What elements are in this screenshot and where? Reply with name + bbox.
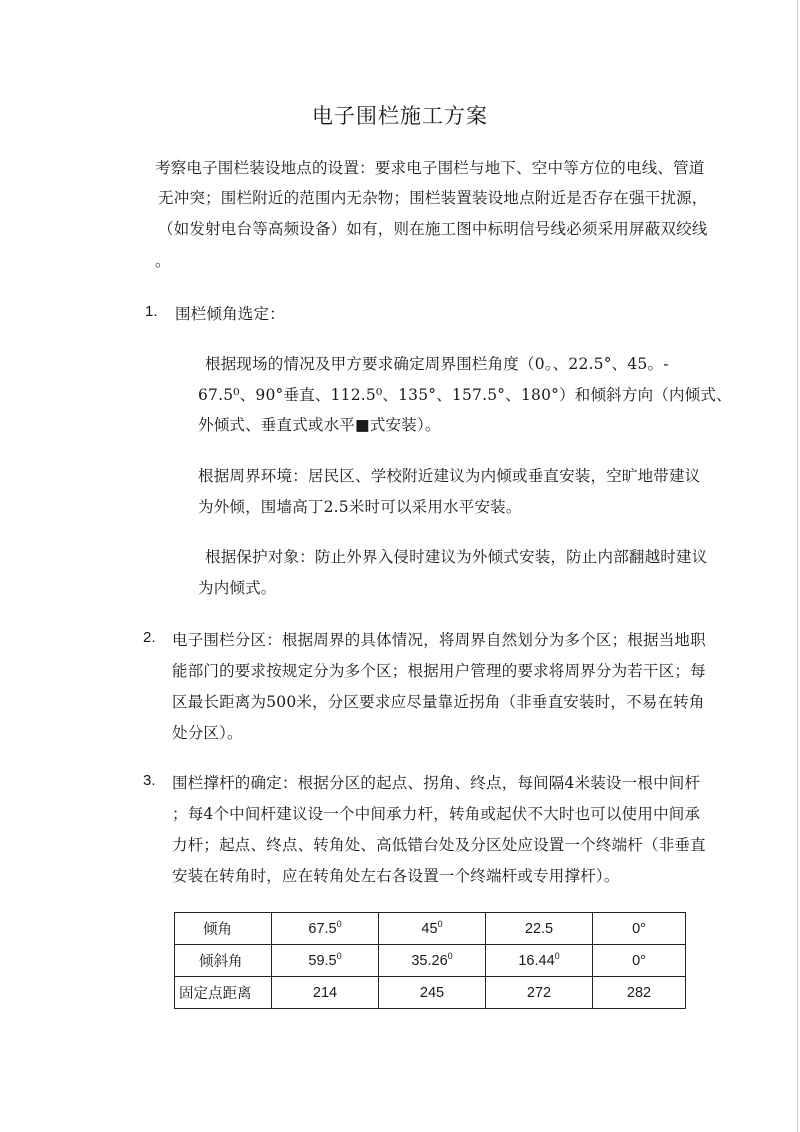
section1-para1-line: 根据现场的情况及甲方要求确定周界围栏角度（0。、22.5°、45。-: [205, 355, 669, 373]
section1-para1-line: 67.5⁰、90°垂直、112.5⁰、135°、157.5°、180°）和倾斜方向（内倾式、: [198, 386, 732, 404]
section1-para3-line: 为内倾式。: [198, 579, 277, 597]
table-cell: 22.5: [486, 913, 593, 945]
section-heading: 围栏倾角选定：: [175, 305, 285, 323]
intro-line: （如发射电台等高频设备）如有，则在施工图中标明信号线必须采用屏蔽双绞线: [158, 220, 708, 238]
section2-line: 处分区）。: [172, 724, 243, 742]
document-title: 电子围栏施工方案: [312, 104, 488, 128]
section2-line: 能部门的要求按规定分为多个区；根据用户管理的要求将周界分为若干区；每: [172, 662, 706, 680]
section-number: 3.: [143, 772, 156, 789]
section1-para1-line: 外倾式、垂直式或水平■式安装）。: [198, 416, 441, 434]
table-cell: 16.44$^0$: [486, 945, 593, 977]
table-cell: 35.26$^0$: [379, 945, 486, 977]
table-cell: 0°: [593, 913, 686, 945]
table-row: [175, 913, 686, 945]
section2-line: 电子围栏分区：根据周界的具体情况，将周界自然划分为多个区；根据当地职: [172, 631, 706, 649]
section3-line: 围栏撑杆的确定：根据分区的起点、拐角、终点，每间隔4米装设一根中间杆: [172, 774, 701, 792]
table-cell: 59.5$^0$: [272, 945, 379, 977]
page-edge: [797, 0, 798, 1132]
angle-parameter-table: [174, 912, 686, 1009]
row-label: 倾角: [175, 913, 272, 945]
table-cell: 67.5$^0$: [272, 913, 379, 945]
section3-line: 力杆；起点、终点、转角处、高低错台处及分区处应设置一个终端杆（非垂直: [172, 836, 706, 854]
section1-para2-line: 为外倾，围墙高丁2.5米时可以采用水平安装。: [198, 498, 522, 516]
section-number: 2.: [143, 629, 156, 646]
row-label: 倾斜角: [175, 945, 272, 977]
section-number: 1.: [145, 303, 158, 320]
table-cell: $45^0$: [379, 913, 486, 945]
intro-line: 。: [155, 252, 171, 270]
table-cell: 214: [272, 977, 379, 1009]
section1-para2-line: 根据周界环境：居民区、学校附近建议为内倾或垂直安装，空旷地带建议: [198, 467, 701, 485]
table-cell: 282: [593, 977, 686, 1009]
section3-line: ；每4个中间杆建议设一个中间承力杆，转角或起伏不大时也可以使用中间承: [172, 805, 701, 823]
table-cell: 272: [486, 977, 593, 1009]
intro-line: 无冲突；围栏附近的范围内无杂物；围栏装置装设地点附近是否存在强干扰源，: [158, 189, 708, 207]
section3-line: 安装在转角时，应在转角处左右各设置一个终端杆或专用撑杆）。: [172, 867, 620, 885]
table-cell: 245: [379, 977, 486, 1009]
section2-line: 区最长距离为500米，分区要求应尽量靠近拐角（非垂直安装时，不易在转角: [172, 693, 705, 711]
table-row: [175, 945, 686, 977]
section1-para3-line: 根据保护对象：防止外界入侵时建议为外倾式安装，防止内部翻越时建议: [205, 548, 708, 566]
row-label: 固定点距离: [175, 977, 272, 1009]
table-row: [175, 977, 686, 1009]
table-cell: 0°: [593, 945, 686, 977]
intro-line: 考察电子围栏装设地点的设置：要求电子围栏与地下、空中等方位的电线、管道: [155, 159, 705, 177]
